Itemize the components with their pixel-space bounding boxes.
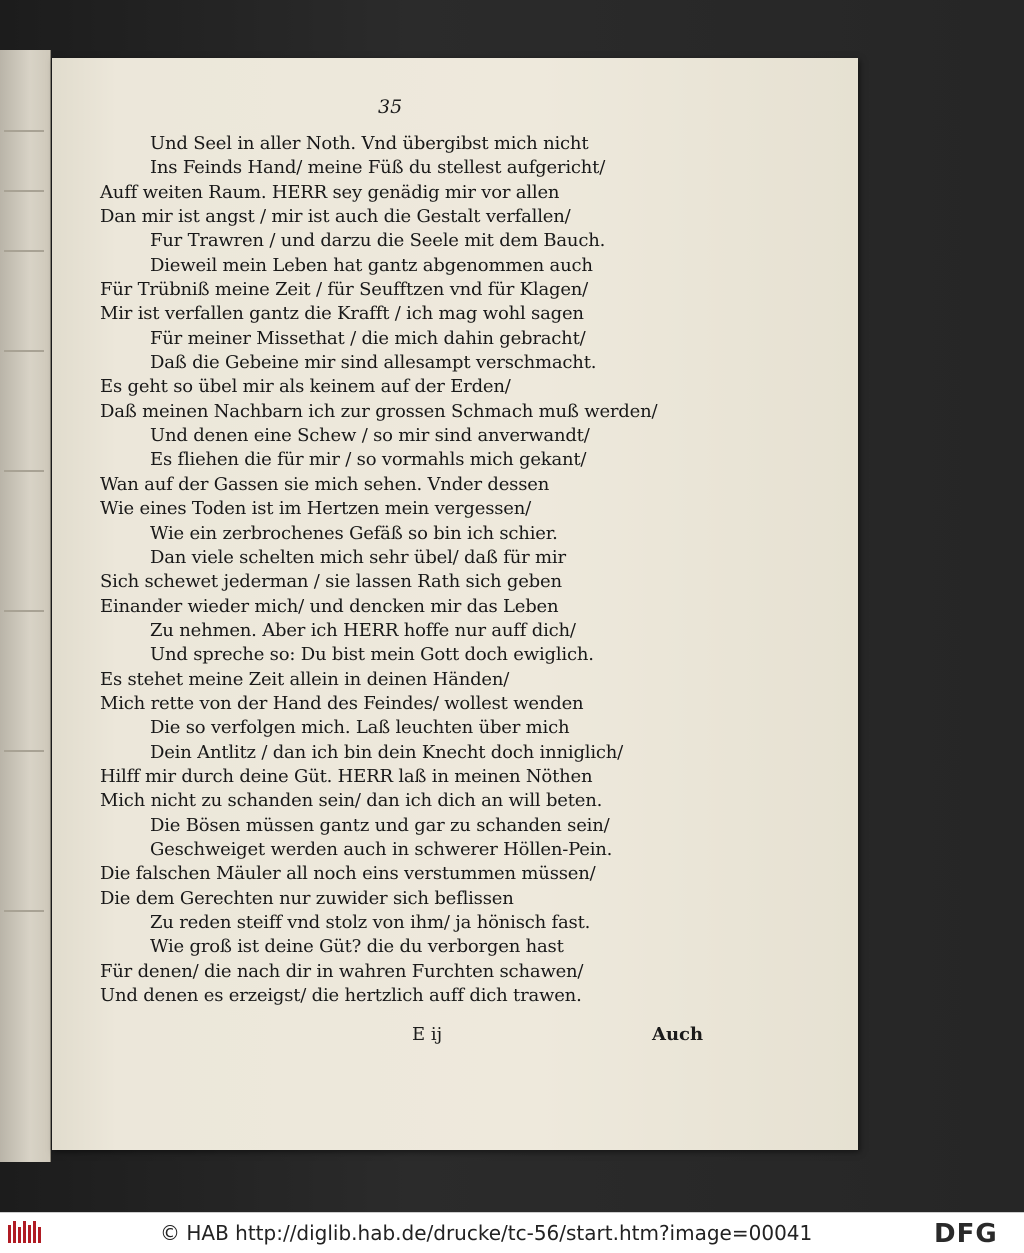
verse-line: Zu nehmen. Aber ich HERR hoffe nur auff dich/ (150, 619, 576, 641)
verse-line: Dieweil mein Leben hat gantz abgenommen auch (150, 254, 593, 276)
signature-mark: E ij (412, 1024, 443, 1045)
verse-line: Daß die Gebeine mir sind allesampt verschmacht. (150, 352, 597, 374)
verse-line: Es fliehen die für mir / so vormahls mich gekant/ (150, 449, 587, 471)
verse-line: Dan mir ist angst / mir ist auch die Gestalt verfallen/ (100, 206, 571, 228)
page-number: 35 (378, 96, 403, 118)
verse-line: Dein Antlitz / dan ich bin dein Knecht doch inniglich/ (150, 741, 624, 763)
verse-line: Zu reden steiff vnd stolz von ihm/ ja hönisch fast. (150, 912, 591, 933)
verse-line: Wan auf der Gassen sie mich sehen. Vnder dessen (100, 473, 550, 495)
edge-text-line (4, 350, 44, 352)
edge-text-line (4, 190, 44, 192)
verse-line: Und spreche so: Du bist mein Gott doch ewiglich. (150, 644, 594, 666)
verse-line: Hilff mir durch deine Güt. HERR laß in meinen Nöthen (100, 765, 593, 787)
copyright-link[interactable]: © HAB http://diglib.hab.de/drucke/tc-56/start.htm?image=00041 (160, 1221, 813, 1245)
verse-line: Mir ist verfallen gantz die Krafft / ich mag wohl sagen (100, 303, 584, 325)
verse-line: Ins Feinds Hand/ meine Füß du stellest aufgericht/ (150, 157, 606, 179)
footer-bar (0, 1212, 1024, 1253)
edge-text-line (4, 610, 44, 612)
verse-line: Die so verfolgen mich. Laß leuchten über mich (150, 717, 570, 739)
verse-line: Mich nicht zu schanden sein/ dan ich dich an will beten. (100, 790, 603, 812)
verse-line: Und denen eine Schew / so mir sind anverwandt/ (150, 425, 590, 447)
verse-line: Und denen es erzeigst/ die hertzlich auff dich trawen. (100, 985, 582, 1007)
verse-line: Und Seel in aller Noth. Vnd übergibst mich nicht (150, 133, 589, 154)
verse-line: Fur Trawren / und darzu die Seele mit dem Bauch. (150, 230, 606, 252)
verse-line: Mich rette von der Hand des Feindes/ wollest wenden (100, 692, 584, 714)
edge-text-line (4, 470, 44, 472)
edge-text-line (4, 910, 44, 912)
verse-line: Wie ein zerbrochenes Gefäß so bin ich schier. (150, 522, 558, 544)
verse-line: Wie groß ist deine Güt? die du verborgen hast (150, 936, 564, 958)
verse-line: Daß meinen Nachbarn ich zur grossen Schmach muß werden/ (100, 400, 658, 422)
verse-line: Dan viele schelten mich sehr übel/ daß für mir (150, 546, 566, 568)
verse-line: Für Trübniß meine Zeit / für Seufftzen vnd für Klagen/ (100, 279, 589, 301)
verse-line: Die Bösen müssen gantz und gar zu schanden sein/ (150, 814, 610, 836)
poem-text (100, 132, 657, 1008)
verse-line: Sich schewet jederman / sie lassen Rath sich geben (100, 571, 562, 593)
previous-page-edge (0, 50, 51, 1162)
verse-line: Geschweiget werden auch in schwerer Höllen-Pein. (150, 838, 613, 860)
verse-line: Die falschen Mäuler all noch eins verstummen müssen/ (100, 863, 596, 885)
verse-line: Für meiner Missethat / die mich dahin gebracht/ (150, 327, 586, 349)
verse-line: Die dem Gerechten nur zuwider sich beflissen (100, 887, 514, 909)
edge-text-line (4, 750, 44, 752)
verse-line: Auff weiten Raum. HERR sey genädig mir vor allen (100, 181, 560, 203)
verse-line: Für denen/ die nach dir in wahren Furchten schawen/ (100, 960, 584, 982)
hab-logo-icon (6, 1217, 44, 1249)
verse-line: Es stehet meine Zeit allein in deinen Händen/ (100, 668, 510, 690)
catchword: Auch (652, 1024, 704, 1045)
edge-text-line (4, 250, 44, 252)
verse-line: Einander wieder mich/ und dencken mir das Leben (100, 595, 559, 617)
dfg-logo: DFG (934, 1219, 998, 1249)
verse-line: Wie eines Toden ist im Hertzen mein vergessen/ (100, 498, 531, 520)
edge-text-line (4, 130, 44, 132)
verse-line: Es geht so übel mir als keinem auf der Erden/ (100, 376, 511, 398)
